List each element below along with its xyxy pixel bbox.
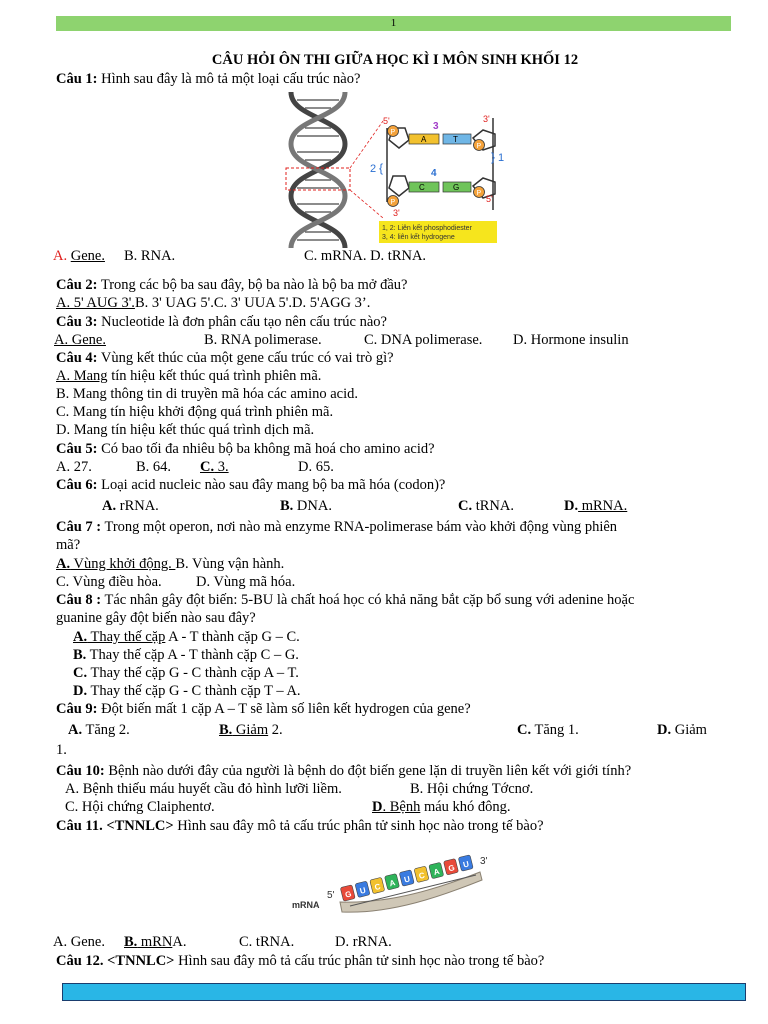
q10-text: Bệnh nào dưới đây của người là bệnh do đột biến gene lặn di truyền liên kết với giới tính? <box>104 763 632 779</box>
q8-option-a <box>73 629 300 646</box>
q10-label: Câu 10: <box>56 763 105 779</box>
question-6 <box>56 477 445 494</box>
svg-text:A: A <box>388 878 397 889</box>
q6-a-text: rRNA. <box>116 498 159 514</box>
q10-d-letter: D <box>372 799 383 815</box>
question-7-cont: mã? <box>56 537 81 553</box>
q9-label: Câu 9: <box>56 701 98 717</box>
question-7 <box>56 519 617 536</box>
q7-option-c: C. Vùng điều hòa. <box>56 574 162 590</box>
q2-options <box>56 295 370 312</box>
q6-a-letter: A. <box>102 498 117 514</box>
q6-option-d <box>564 498 627 515</box>
mrna-base-3 <box>384 874 399 890</box>
question-12 <box>56 953 544 970</box>
q10-d-text: máu khó đông. <box>420 799 511 815</box>
q9-d-letter: D. <box>657 722 672 738</box>
q11-b-letter: B. <box>124 934 138 950</box>
q2-a: A. 5' AUG 3'. <box>56 295 135 311</box>
question-1 <box>56 71 360 88</box>
q6-label: Câu 6: <box>56 477 98 493</box>
svg-text:G: G <box>453 183 460 192</box>
q11-option-d: D. rRNA. <box>335 934 392 950</box>
q6-c-text: tRNA. <box>472 498 515 514</box>
q4-option-d: D. Mang tín hiệu kết thúc quá trình dịch mã. <box>56 422 315 438</box>
q4-option-a <box>56 368 321 385</box>
question-8 <box>56 592 634 609</box>
q8-text: Tác nhân gây đột biến: 5-BU là chất hoá học có khả năng bắt cặp bổ sung với adenine hoặc <box>101 592 635 608</box>
svg-text:C: C <box>373 881 382 893</box>
q9-b-underlined: Giảm <box>232 722 269 738</box>
question-10 <box>56 763 631 780</box>
q4-a-underlined: A. Mang <box>56 368 108 384</box>
q10-d-underlined: . Bệnh <box>382 799 421 815</box>
svg-text:U: U <box>358 885 367 896</box>
svg-text:5': 5' <box>383 116 390 126</box>
svg-text:G: G <box>447 863 456 874</box>
q8-b-letter: B. <box>73 647 87 663</box>
q6-c-letter: C. <box>458 498 473 514</box>
q9-option-b <box>219 722 283 739</box>
q5-c-letter: C. <box>200 459 215 475</box>
svg-text:A: A <box>432 866 441 878</box>
q5-option-b: B. 64. <box>136 459 172 475</box>
q3-label: Câu 3: <box>56 314 98 330</box>
q7-text: Trong một operon, nơi nào mà enzyme RNA-polimerase bám vào khởi động vùng phiên <box>101 519 618 535</box>
mrna-base-7 <box>443 859 458 875</box>
svg-text:3': 3' <box>393 208 400 218</box>
svg-text:2: 2 <box>370 163 377 175</box>
q2-text: Trong các bộ ba sau đây, bộ ba nào là bộ ba mở đầu? <box>97 277 408 293</box>
question-5 <box>56 441 435 458</box>
svg-text:A: A <box>421 135 427 144</box>
svg-text:G: G <box>344 889 353 900</box>
q8-option-d <box>73 683 301 700</box>
q11-option-c: C. tRNA. <box>239 934 295 950</box>
q9-option-d-cont: 1. <box>56 742 67 758</box>
q2-rest: B. 3' UAG 5'.C. 3' UUA 5'.D. 5'AGG 3’. <box>134 295 371 311</box>
page-title: CÂU HỎI ÔN THI GIỮA HỌC KÌ I MÔN SINH KHỐI 12 <box>211 52 579 68</box>
question-11 <box>56 818 544 835</box>
q1-option-a <box>53 248 105 265</box>
svg-text:U: U <box>462 859 470 870</box>
q9-c-text: Tăng 1. <box>531 722 579 738</box>
q8-option-c <box>73 665 299 682</box>
q5-option-a: A. 27. <box>56 459 92 475</box>
q5-c-text: 3. <box>214 459 229 475</box>
q6-option-b <box>280 498 332 515</box>
q7-options-ab <box>56 556 284 573</box>
q9-option-a <box>68 722 130 739</box>
q6-text: Loại acid nucleic nào sau đây mang bộ ba mã hóa (codon)? <box>97 477 446 493</box>
svg-text:U: U <box>403 874 411 885</box>
double-helix-drawing <box>286 92 383 248</box>
page-number: 1 <box>390 17 397 29</box>
q7-option-d: D. Vùng mã hóa. <box>196 574 296 590</box>
q10-option-c: C. Hội chứng Claiphentơ. <box>65 799 215 815</box>
q9-a-letter: A. <box>68 722 83 738</box>
mrna-base-1 <box>355 881 370 897</box>
mrna-base-6 <box>429 862 444 878</box>
svg-text:P: P <box>390 129 396 136</box>
legend-phosphodiester: 1, 2: Liên kết phosphodiester <box>382 225 472 232</box>
svg-text:3': 3' <box>483 114 490 124</box>
q8-option-b <box>73 647 299 664</box>
q12-text: Hình sau đây mô tả cấu trúc phân tử sinh học nào trong tế bào? <box>174 953 545 969</box>
q10-option-d <box>372 799 511 816</box>
q8-c-letter: C. <box>73 665 88 681</box>
q8-d-text: Thay thế cặp G - C thành cặp T – A. <box>87 683 301 699</box>
q8-a-letter: A. <box>73 629 88 645</box>
svg-text:1: 1 <box>498 152 505 164</box>
q11-label: Câu 11. <TNNLC> <box>56 818 174 834</box>
q3-text: Nucleotide là đơn phân cấu tạo nên cấu trúc nào? <box>97 314 387 330</box>
q4-option-c: C. Mang tín hiệu khởi động quá trình phiên mã. <box>56 404 334 420</box>
q1-label: Câu 1: <box>56 71 98 87</box>
q7-b-text: B. Vùng vận hành. <box>175 556 285 572</box>
q3-option-c: C. DNA polimerase. <box>364 332 483 348</box>
mrna-label: mRNA <box>292 900 320 910</box>
mrna-figure <box>290 848 500 920</box>
q6-b-text: DNA. <box>293 498 332 514</box>
svg-text:3: 3 <box>433 121 439 132</box>
mrna-3prime: 3' <box>480 856 488 867</box>
q6-d-text: mRNA. <box>578 498 628 514</box>
q4-a-text: tín hiệu kết thúc quá trình phiên mã. <box>107 368 322 384</box>
q7-a-text: Vùng khởi động. <box>70 556 176 572</box>
q3-option-b: B. RNA polimerase. <box>204 332 322 348</box>
q10-option-a: A. Bệnh thiếu máu huyết cầu đỏ hình lưỡi liềm. <box>65 781 342 797</box>
q9-c-letter: C. <box>517 722 532 738</box>
mrna-base-5 <box>414 866 429 882</box>
q6-option-c <box>458 498 514 515</box>
q1-option-b: B. RNA. <box>124 248 176 264</box>
q5-label: Câu 5: <box>56 441 98 457</box>
legend-hydrogen: 3, 4: liên kết hydrogene <box>382 234 455 241</box>
svg-text:C: C <box>417 870 426 881</box>
q1-text: Hình sau đây là mô tả một loại cấu trúc nào? <box>97 71 361 87</box>
header-bar <box>56 16 731 31</box>
q11-b-text: A. <box>172 934 187 950</box>
q7-a-letter: A. <box>56 556 71 572</box>
svg-text:P: P <box>390 199 396 206</box>
q3-a: A. Gene. <box>54 332 106 348</box>
dna-structure-figure <box>283 88 505 248</box>
svg-text:}: } <box>491 150 496 164</box>
q3-option-d: D. Hormone insulin <box>513 332 629 348</box>
q8-a-underlined: Thay thế cặp <box>87 629 166 645</box>
q9-text: Đột biến mất 1 cặp A – T sẽ làm số liên kết hydrogen của gene? <box>97 701 471 717</box>
mrna-base-2 <box>370 877 385 893</box>
question-4 <box>56 350 394 367</box>
q9-b-text: 2. <box>268 722 283 738</box>
q4-label: Câu 4: <box>56 350 98 366</box>
mrna-base-4 <box>399 870 414 886</box>
q9-d-text: Giảm <box>671 722 707 738</box>
q8-b-text: Thay thế cặp A - T thành cặp C – G. <box>86 647 299 663</box>
q5-option-d: D. 65. <box>298 459 334 475</box>
q8-a-text: A - T thành cặp G – C. <box>165 629 300 645</box>
q11-option-a: A. Gene. <box>53 934 105 950</box>
q1-a-text: Gene. <box>70 248 105 264</box>
q6-b-letter: B. <box>280 498 294 514</box>
q9-b-letter: B. <box>219 722 233 738</box>
q1-option-cd: C. mRNA. D. tRNA. <box>304 248 427 264</box>
q3-option-a <box>54 332 106 349</box>
mrna-5prime: 5' <box>327 890 335 901</box>
question-3 <box>56 314 387 331</box>
q4-text: Vùng kết thúc của một gene cấu trúc có vai trò gì? <box>97 350 394 366</box>
q1-a-letter: A. <box>53 248 68 264</box>
question-9 <box>56 701 471 718</box>
q10-option-b: B. Hội chứng Tớcnơ. <box>410 781 534 797</box>
q6-option-a <box>102 498 159 515</box>
q8-d-letter: D. <box>73 683 88 699</box>
q8-label: Câu 8 : <box>56 592 102 608</box>
nucleotide-pair-diagram <box>370 114 504 243</box>
q9-option-d <box>657 722 707 739</box>
q11-text: Hình sau đây mô tả cấu trúc phân tử sinh học nào trong tế bào? <box>173 818 544 834</box>
footer-bar <box>62 983 746 1001</box>
q4-option-b: B. Mang thông tin di truyền mã hóa các amino acid. <box>56 386 359 402</box>
q11-option-b <box>124 934 186 951</box>
svg-text:C: C <box>419 183 425 192</box>
svg-text:T: T <box>453 135 458 144</box>
q2-label: Câu 2: <box>56 277 98 293</box>
question-2 <box>56 277 407 294</box>
svg-text:P: P <box>476 190 482 197</box>
svg-text:5': 5' <box>486 194 493 204</box>
q5-text: Có bao tối đa nhiêu bộ ba không mã hoá cho amino acid? <box>97 441 435 457</box>
q12-label: Câu 12. <TNNLC> <box>56 953 175 969</box>
q6-d-letter: D. <box>564 498 579 514</box>
mrna-base-8 <box>458 855 473 871</box>
svg-text:4: 4 <box>431 168 437 179</box>
mrna-base-0 <box>340 885 355 901</box>
q5-option-c <box>200 459 229 476</box>
q8-c-text: Thay thế cặp G - C thành cặp A – T. <box>87 665 299 681</box>
q7-label: Câu 7 : <box>56 519 102 535</box>
svg-text:P: P <box>476 143 482 150</box>
q11-b-underlined: mRN <box>137 934 173 950</box>
q9-a-text: Tăng 2. <box>82 722 130 738</box>
question-8-cont: guanine gây đột biến nào sau đây? <box>56 610 256 626</box>
q9-option-c <box>517 722 579 739</box>
svg-text:{: { <box>379 161 384 175</box>
